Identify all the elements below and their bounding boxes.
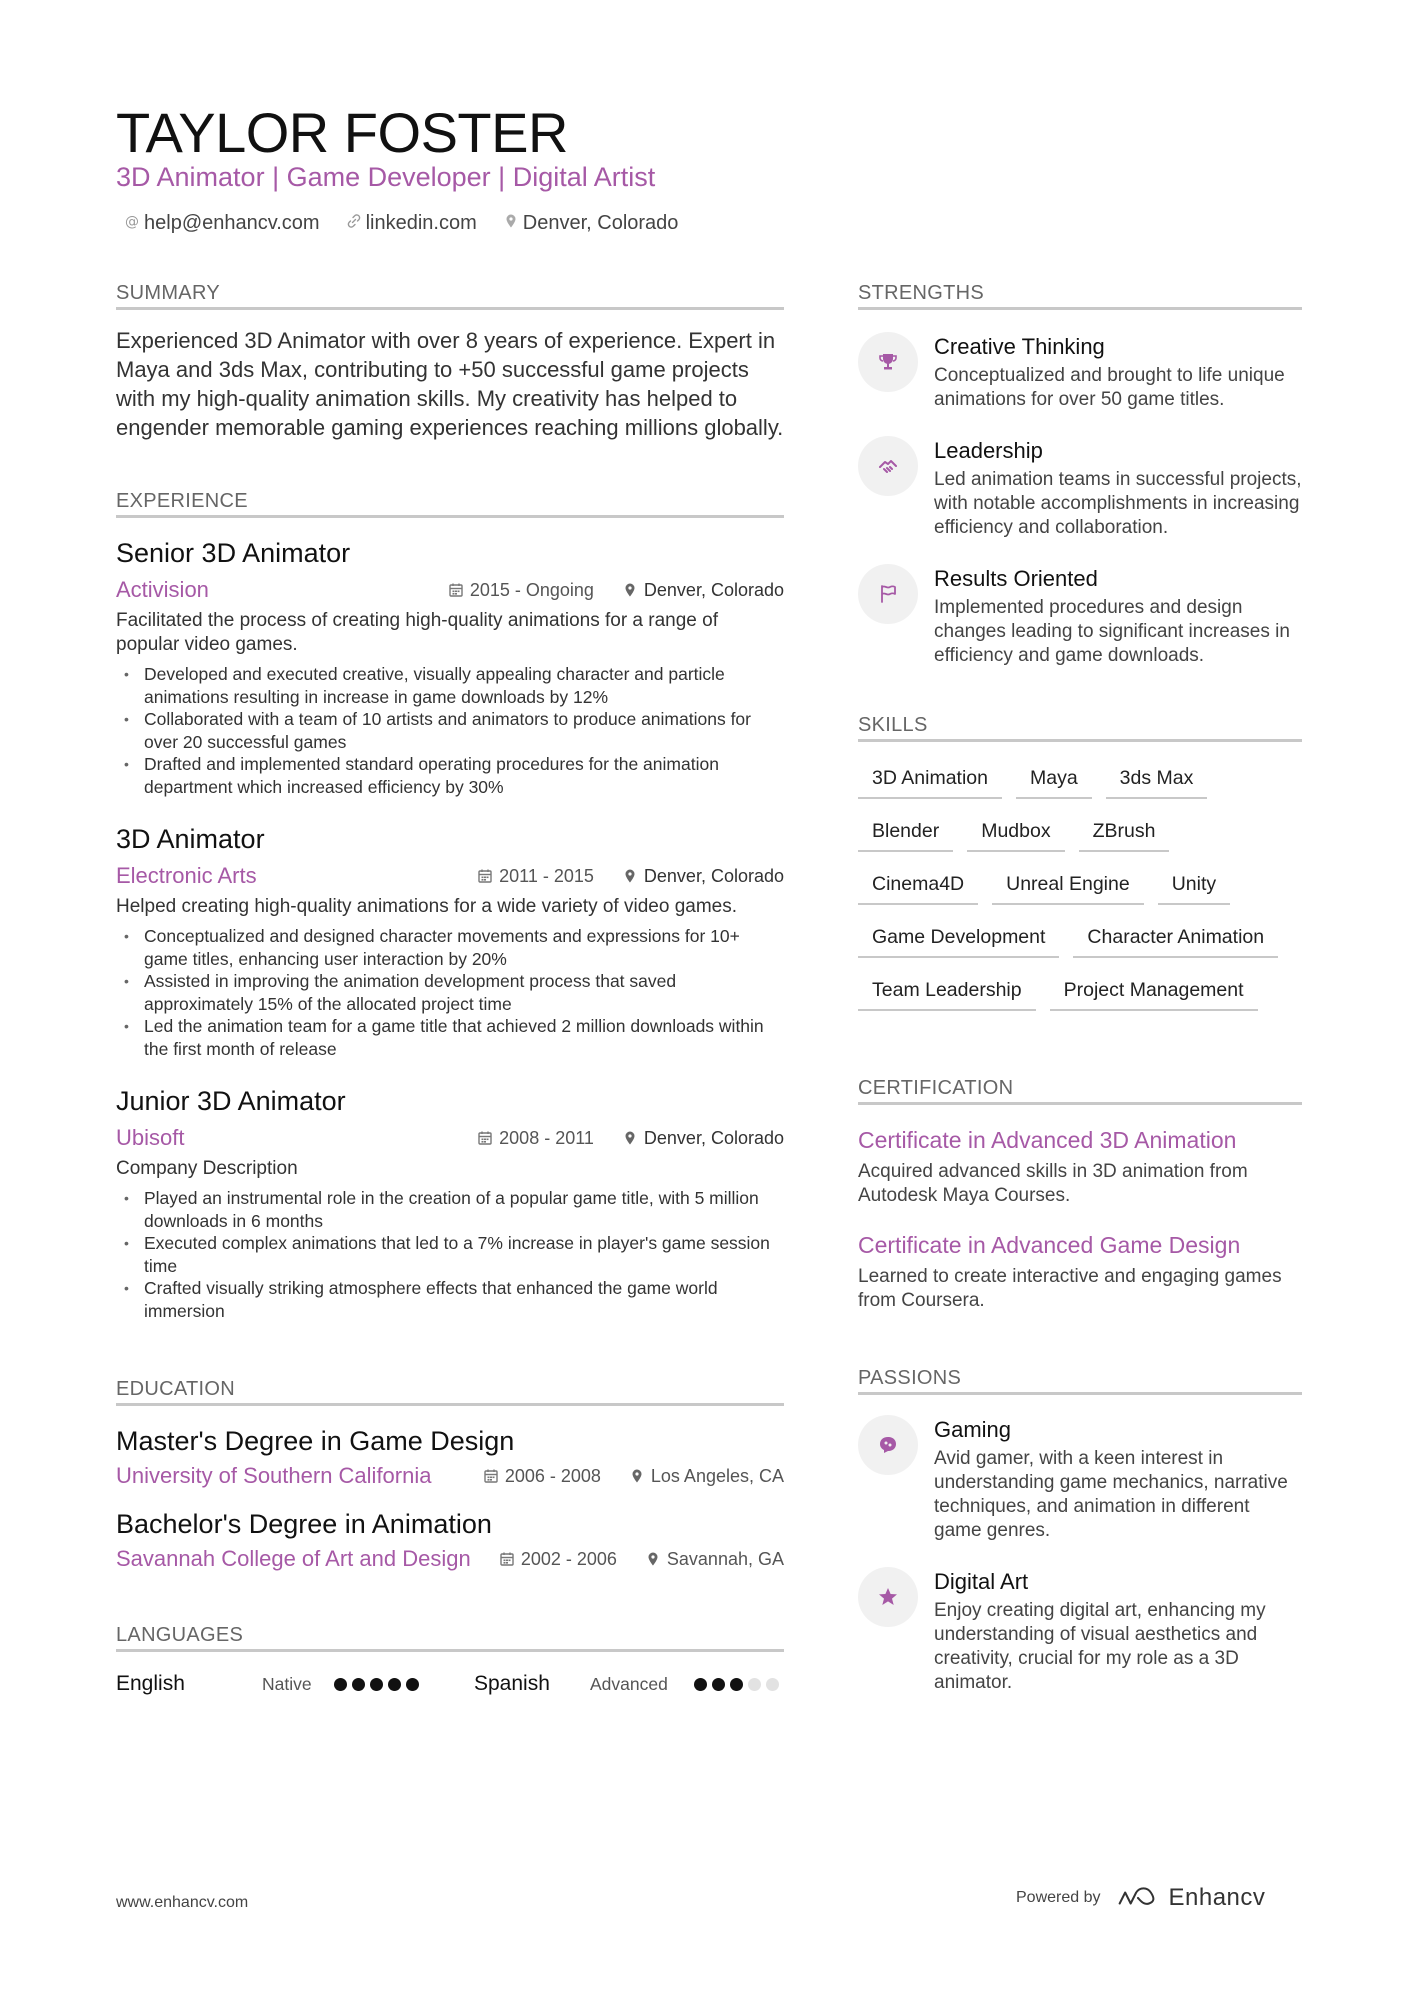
contact-email[interactable] bbox=[124, 212, 320, 235]
strength-description: Conceptualized and brought to life unique animations for over 50 game titles. bbox=[934, 365, 1285, 410]
left-column bbox=[116, 282, 784, 1696]
skill-tag: 3D Animation bbox=[858, 764, 1002, 799]
skill-tag: Project Management bbox=[1050, 976, 1258, 1011]
skills-heading: SKILLS bbox=[858, 714, 1302, 742]
contact-location bbox=[503, 212, 679, 235]
language-level: Advanced bbox=[590, 1673, 668, 1694]
education-entry bbox=[116, 1509, 784, 1572]
footer-website[interactable]: www.enhancv.com bbox=[116, 1894, 249, 1911]
job-bullet: • Developed and executed creative, visually appealing character and particle animations resulting in increase in game downloads by 12% bbox=[116, 663, 784, 708]
education-location bbox=[645, 1549, 784, 1570]
job-location-text: Denver, Colorado bbox=[643, 865, 784, 886]
job-description: Facilitated the process of creating high-quality animations for a range of popular video games. bbox=[116, 610, 718, 655]
skill-tag: 3ds Max bbox=[1106, 764, 1208, 799]
rating-dot bbox=[748, 1678, 761, 1691]
enhancv-logo-icon bbox=[1115, 1887, 1161, 1909]
skill-tag: Cinema4D bbox=[858, 870, 978, 905]
brand-text: Enhancv bbox=[1168, 1884, 1266, 1911]
language-rating bbox=[334, 1678, 474, 1691]
job-dates-text: 2015 - Ongoing bbox=[469, 579, 594, 600]
gamepad-icon bbox=[858, 1415, 918, 1475]
location-pin-icon bbox=[629, 1468, 645, 1484]
job-entry bbox=[116, 1086, 784, 1322]
passion-item bbox=[858, 1415, 1302, 1543]
job-entry bbox=[116, 824, 784, 1060]
skill-tag: Unity bbox=[1158, 870, 1230, 905]
candidate-title: 3D Animator | Game Developer | Digital Artist bbox=[116, 162, 656, 192]
languages-heading: LANGUAGES bbox=[116, 1624, 784, 1652]
certification-title: Certificate in Advanced Game Design bbox=[858, 1232, 1241, 1258]
job-company: Electronic Arts bbox=[116, 863, 257, 888]
skill-tag: Unreal Engine bbox=[992, 870, 1144, 905]
job-location-text: Denver, Colorado bbox=[643, 1127, 784, 1148]
certification-title: Certificate in Advanced 3D Animation bbox=[858, 1127, 1237, 1153]
job-location bbox=[622, 580, 784, 601]
job-dates-text: 2008 - 2011 bbox=[499, 1127, 594, 1148]
language-level: Native bbox=[262, 1673, 312, 1694]
certification-description: Acquired advanced skills in 3D animation from Autodesk Maya Courses. bbox=[858, 1161, 1248, 1206]
rating-dot bbox=[730, 1678, 743, 1691]
strength-title: Results Oriented bbox=[934, 566, 1098, 591]
language-name: English bbox=[116, 1672, 185, 1695]
trophy-icon bbox=[858, 332, 918, 392]
strength-title: Leadership bbox=[934, 438, 1043, 463]
job-meta-line bbox=[116, 1125, 784, 1151]
link-icon bbox=[346, 212, 362, 235]
job-entry bbox=[116, 538, 784, 798]
skill-tag: Team Leadership bbox=[858, 976, 1036, 1011]
job-dates bbox=[477, 1128, 594, 1149]
calendar-icon bbox=[477, 868, 493, 884]
job-bullets bbox=[116, 1187, 784, 1322]
job-company: Ubisoft bbox=[116, 1125, 185, 1150]
summary-heading: SUMMARY bbox=[116, 282, 784, 310]
school-name: University of Southern California bbox=[116, 1463, 432, 1488]
right-column bbox=[858, 282, 1302, 1695]
passions-heading: PASSIONS bbox=[858, 1367, 1302, 1395]
job-dates bbox=[448, 580, 594, 601]
education-entry bbox=[116, 1426, 784, 1489]
job-bullet: • Played an instrumental role in the creation of a popular game title, with 5 million downloads in 6 months bbox=[116, 1187, 784, 1232]
at-icon bbox=[124, 212, 140, 235]
job-bullet: • Executed complex animations that led to a 7% increase in player's game session time bbox=[116, 1232, 784, 1277]
location-text: Denver, Colorado bbox=[522, 212, 679, 234]
education-heading: EDUCATION bbox=[116, 1378, 784, 1406]
passion-description: Avid gamer, with a keen interest in understanding game mechanics, narrative techniques, and animation in different game genres. bbox=[934, 1448, 1288, 1541]
rating-dot bbox=[334, 1678, 347, 1691]
certification-heading: CERTIFICATION bbox=[858, 1077, 1302, 1105]
handshake-icon bbox=[858, 436, 918, 496]
job-dates-text: 2011 - 2015 bbox=[499, 865, 594, 886]
job-meta-line bbox=[116, 577, 784, 603]
svg-text:@: @ bbox=[125, 214, 139, 229]
contact-bar bbox=[124, 212, 678, 235]
strength-description: Implemented procedures and design changes leading to significant increases in efficiency and game downloads. bbox=[934, 597, 1290, 666]
experience-heading: EXPERIENCE bbox=[116, 490, 784, 518]
calendar-icon bbox=[477, 1130, 493, 1146]
job-bullet: • Collaborated with a team of 10 artists and animators to produce animations for over 20 successful games bbox=[116, 708, 784, 753]
education-meta-line bbox=[116, 1463, 784, 1489]
job-bullet: • Assisted in improving the animation development process that saved approximately 15% of the allocated project time bbox=[116, 970, 784, 1015]
job-bullets bbox=[116, 925, 784, 1060]
skill-tag: Blender bbox=[858, 817, 953, 852]
passion-title: Digital Art bbox=[934, 1569, 1029, 1594]
strength-title: Creative Thinking bbox=[934, 334, 1105, 359]
calendar-icon bbox=[448, 582, 464, 598]
degree-title: Master's Degree in Game Design bbox=[116, 1426, 515, 1456]
location-pin-icon bbox=[622, 868, 638, 884]
job-location bbox=[622, 1128, 784, 1149]
rating-dot bbox=[352, 1678, 365, 1691]
summary-text: Experienced 3D Animator with over 8 years of experience. Expert in Maya and 3ds Max, contributing to +50 successful game projects with my high-quality animation skills. My creativity has helped to engender memorable gaming experiences reaching millions globally. bbox=[116, 328, 784, 440]
school-name: Savannah College of Art and Design bbox=[116, 1546, 471, 1571]
education-dates bbox=[499, 1549, 617, 1570]
location-pin-icon bbox=[622, 1130, 638, 1146]
candidate-name: TAYLOR FOSTER bbox=[116, 101, 568, 164]
certification-description: Learned to create interactive and engaging games from Coursera. bbox=[858, 1266, 1282, 1311]
job-description: Helped creating high-quality animations for a wide variety of video games. bbox=[116, 896, 737, 917]
job-location-text: Denver, Colorado bbox=[643, 579, 784, 600]
star-icon bbox=[858, 1567, 918, 1627]
job-meta-line bbox=[116, 863, 784, 889]
job-title: Senior 3D Animator bbox=[116, 538, 351, 568]
strength-item bbox=[858, 436, 1302, 540]
calendar-icon bbox=[483, 1468, 499, 1484]
job-description: Company Description bbox=[116, 1158, 298, 1179]
rating-dot bbox=[766, 1678, 779, 1691]
job-bullet: • Crafted visually striking atmosphere effects that enhanced the game world immersion bbox=[116, 1277, 784, 1322]
job-bullet: • Conceptualized and designed character movements and expressions for 10+ game titles, enhancing user interaction by 20% bbox=[116, 925, 784, 970]
email-text: help@enhancv.com bbox=[144, 212, 320, 234]
certification-item bbox=[858, 1232, 1302, 1313]
rating-dot bbox=[370, 1678, 383, 1691]
job-dates bbox=[477, 866, 594, 887]
language-rating bbox=[694, 1678, 779, 1691]
strengths-heading: STRENGTHS bbox=[858, 282, 1302, 310]
education-dates-text: 2006 - 2008 bbox=[504, 1465, 601, 1486]
passion-description: Enjoy creating digital art, enhancing my understanding of visual aesthetics and creativity, crucial for my role as a 3D animator. bbox=[934, 1600, 1266, 1693]
enhancv-logo bbox=[1115, 1884, 1266, 1912]
powered-by-label: Powered by bbox=[1016, 1889, 1101, 1906]
skills-list bbox=[858, 764, 1302, 1011]
strength-item bbox=[858, 564, 1302, 668]
language-name: Spanish bbox=[474, 1672, 550, 1695]
strength-item bbox=[858, 332, 1302, 412]
contact-linkedin[interactable] bbox=[346, 212, 477, 235]
job-location bbox=[622, 866, 784, 887]
certification-item bbox=[858, 1127, 1302, 1208]
calendar-icon bbox=[499, 1551, 515, 1567]
languages-row bbox=[116, 1672, 784, 1696]
job-bullets bbox=[116, 663, 784, 798]
location-pin-icon bbox=[503, 212, 519, 235]
education-location-text: Los Angeles, CA bbox=[650, 1465, 784, 1486]
skill-tag: Maya bbox=[1016, 764, 1092, 799]
footer-branding[interactable] bbox=[1016, 1884, 1265, 1912]
job-title: Junior 3D Animator bbox=[116, 1086, 346, 1116]
location-pin-icon bbox=[622, 582, 638, 598]
passion-item bbox=[858, 1567, 1302, 1695]
education-location-text: Savannah, GA bbox=[666, 1548, 784, 1569]
job-bullet: • Led the animation team for a game title that achieved 2 million downloads within the first month of release bbox=[116, 1015, 784, 1060]
education-location bbox=[629, 1466, 784, 1487]
skill-tag: Character Animation bbox=[1073, 923, 1278, 958]
job-title: 3D Animator bbox=[116, 824, 265, 854]
skill-tag: Game Development bbox=[858, 923, 1059, 958]
flag-icon bbox=[858, 564, 918, 624]
education-meta-line bbox=[116, 1546, 784, 1572]
degree-title: Bachelor's Degree in Animation bbox=[116, 1509, 492, 1539]
skill-tag: Mudbox bbox=[967, 817, 1064, 852]
skill-tag: ZBrush bbox=[1079, 817, 1170, 852]
linkedin-text: linkedin.com bbox=[365, 212, 477, 234]
location-pin-icon bbox=[645, 1551, 661, 1567]
passion-title: Gaming bbox=[934, 1417, 1012, 1442]
job-company: Activision bbox=[116, 577, 209, 602]
rating-dot bbox=[406, 1678, 419, 1691]
rating-dot bbox=[712, 1678, 725, 1691]
strength-description: Led animation teams in successful projects, with notable accomplishments in increasing efficiency and collaboration. bbox=[934, 469, 1302, 538]
education-dates-text: 2002 - 2006 bbox=[520, 1548, 617, 1569]
rating-dot bbox=[388, 1678, 401, 1691]
rating-dot bbox=[694, 1678, 707, 1691]
job-bullet: • Drafted and implemented standard operating procedures for the animation department which increased efficiency by 30% bbox=[116, 753, 784, 798]
education-dates bbox=[483, 1466, 601, 1487]
